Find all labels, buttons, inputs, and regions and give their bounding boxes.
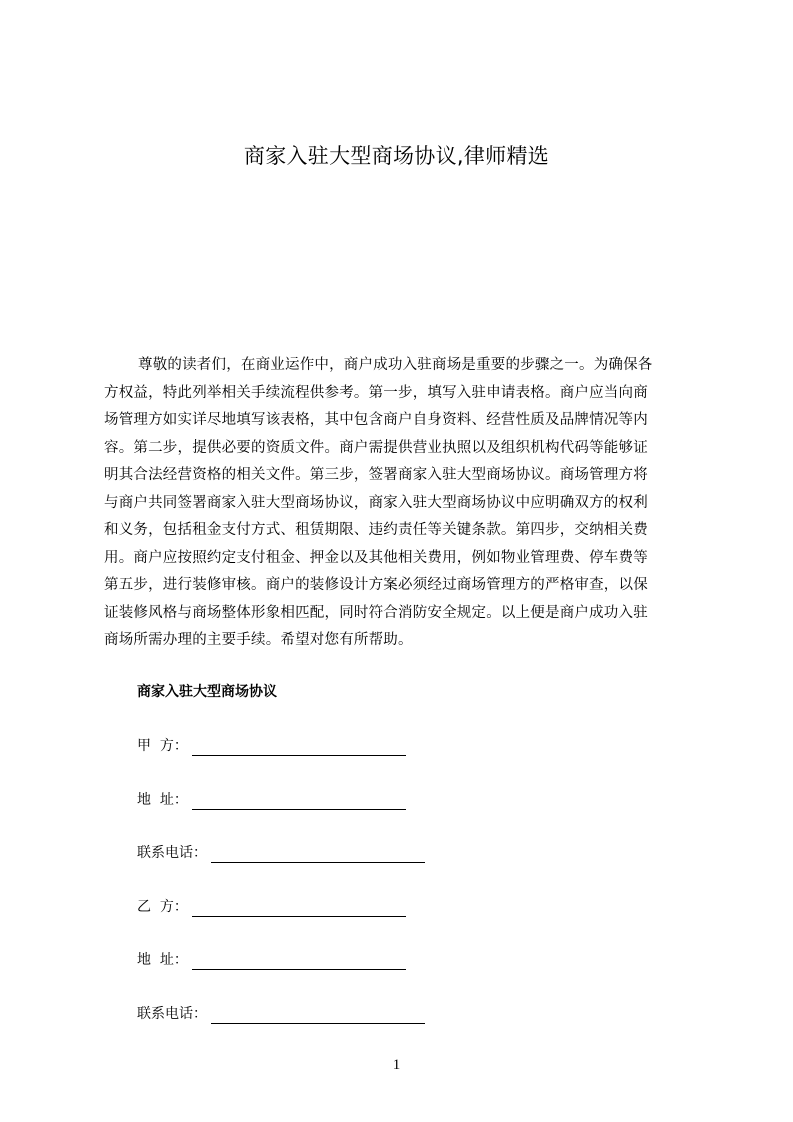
party-a-address-label: 地 址：	[137, 792, 188, 808]
document-title: 商家入驻大型商场协议,律师精选	[243, 144, 550, 168]
party-b-phone-blank[interactable]	[211, 1009, 425, 1024]
party-a-blank[interactable]	[192, 741, 406, 756]
intro-line: 第五步，进行装修审核。商户的装修设计方案必须经过商场管理方的严格审查，以保	[104, 577, 648, 593]
intro-line: 和义务，包括租金支付方式、租赁期限、违约责任等关键条款。第四步，交纳相关费	[104, 522, 648, 538]
intro-line: 明其合法经营资格的相关文件。第三步，签署商家入驻大型商场协议。商场管理方将	[104, 467, 648, 483]
intro-line: 与商户共同签署商家入驻大型商场协议，商家入驻大型商场协议中应明确双方的权利	[104, 494, 648, 511]
intro-line: 尊敬的读者们，在商业运作中，商户成功入驻商场是重要的步骤之一。为确保各	[138, 357, 653, 373]
intro-paragraph	[104, 352, 700, 658]
page-number: 1	[392, 1057, 401, 1073]
party-b-address-blank[interactable]	[192, 955, 406, 970]
party-a-field	[137, 736, 406, 756]
intro-line: 用。商户应按照约定支付租金、押金以及其他相关费用，例如物业管理费、停车费等	[104, 549, 648, 566]
party-a-label: 甲 方：	[137, 738, 188, 754]
party-b-address-label: 地 址：	[137, 952, 188, 968]
intro-line: 方权益，特此列举相关手续流程供参考。第一步，填写入驻申请表格。商户应当向商	[104, 384, 648, 401]
intro-line: 场管理方如实详尽地填写该表格，其中包含商户自身资料、经营性质及品牌情况等内	[104, 412, 648, 428]
party-a-address-field	[137, 790, 406, 810]
party-b-phone-label: 联系电话：	[137, 1006, 207, 1022]
intro-line: 证装修风格与商场整体形象相匹配，同时符合消防安全规定。以上便是商户成功入驻	[104, 604, 648, 621]
party-b-phone-field	[137, 1004, 425, 1024]
agreement-heading: 商家入驻大型商场协议	[137, 684, 277, 700]
intro-line: 容。第二步，提供必要的资质文件。商户需提供营业执照以及组织机构代码等能够证	[104, 439, 648, 456]
party-a-address-blank[interactable]	[192, 795, 406, 810]
party-a-phone-blank[interactable]	[211, 848, 425, 863]
party-b-address-field	[137, 950, 406, 970]
party-b-label: 乙 方：	[137, 899, 188, 915]
intro-line: 商场所需办理的主要手续。希望对您有所帮助。	[104, 632, 413, 648]
party-b-field	[137, 897, 406, 917]
party-a-phone-label: 联系电话：	[137, 845, 207, 861]
party-a-phone-field	[137, 843, 425, 863]
party-b-blank[interactable]	[192, 902, 406, 917]
